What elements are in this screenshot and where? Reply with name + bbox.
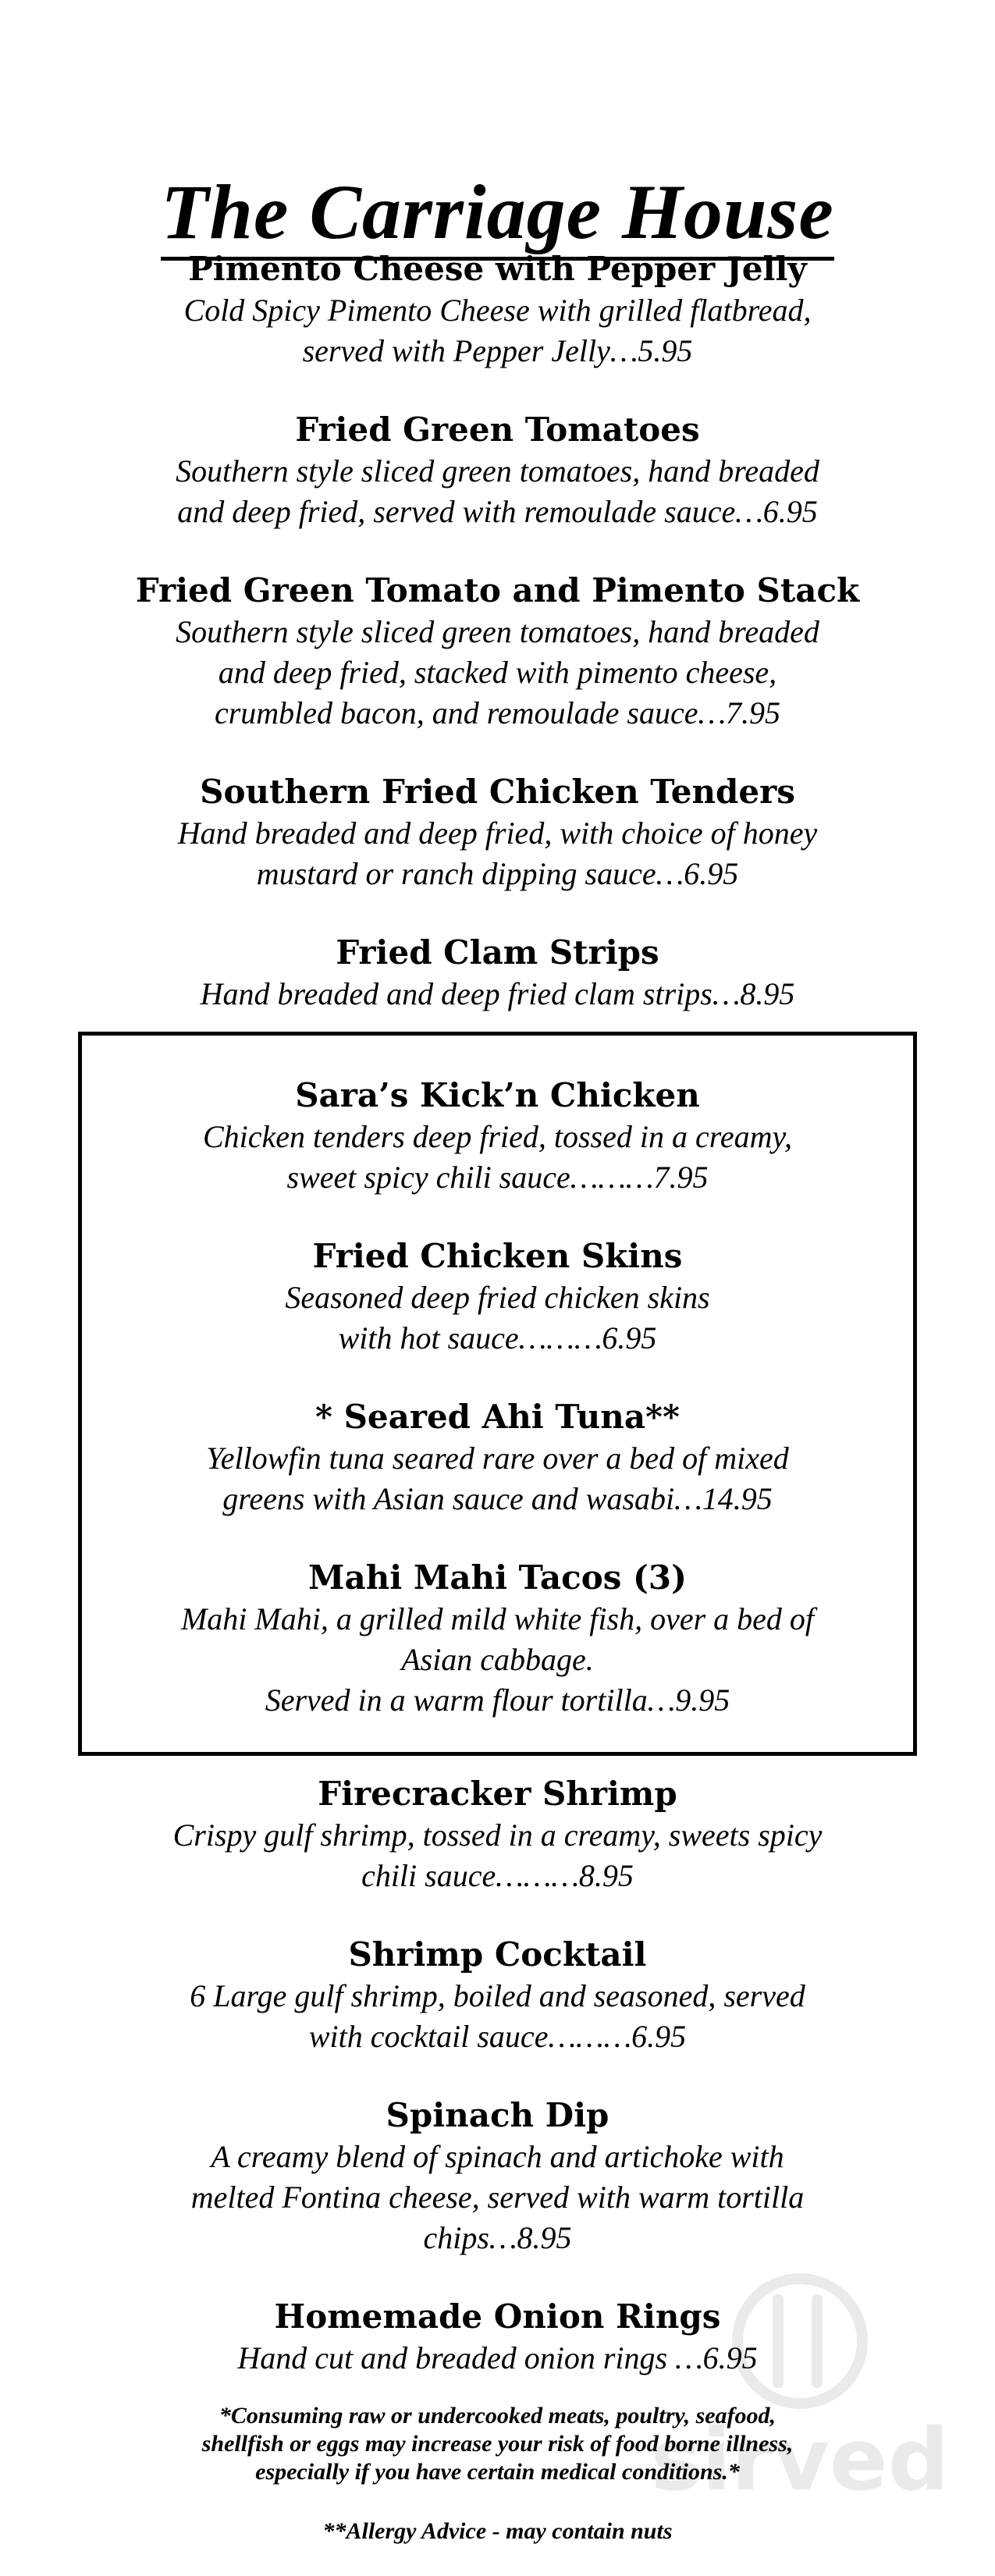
menu-item bbox=[62, 1934, 933, 2057]
spacer bbox=[113, 1519, 882, 1557]
menu-item-name: Homemade Onion Rings bbox=[274, 2297, 721, 2336]
spacer bbox=[62, 734, 933, 771]
menu-item-name: Spinach Dip bbox=[386, 2096, 609, 2134]
menu-item bbox=[113, 1235, 882, 1359]
warning-line: especially if you have certain medical conditions.* bbox=[255, 2459, 740, 2485]
spacer bbox=[113, 1359, 882, 1396]
spacer bbox=[62, 532, 933, 570]
menu-item-description: Asian cabbage. bbox=[401, 1642, 594, 1677]
menu-item-description: Hand breaded and deep fried clam strips…8.95 bbox=[200, 976, 795, 1011]
menu-item-description: Chicken tenders deep fried, tossed in a creamy, bbox=[203, 1119, 792, 1154]
menu-item-description: crumbled bacon, and remoulade sauce…7.95 bbox=[214, 695, 781, 730]
menu-item-description: and deep fried, stacked with pimento cheese, bbox=[218, 655, 777, 690]
menu-item-description: Hand breaded and deep fried, with choice of honey bbox=[177, 815, 818, 851]
menu-item bbox=[62, 932, 933, 1014]
menu-item-description: Cold Spicy Pimento Cheese with grilled flatbread, bbox=[183, 293, 812, 328]
menu-group-top bbox=[62, 248, 933, 1014]
menu-item-description: Yellowfin tuna seared rare over a bed of mixed bbox=[206, 1441, 789, 1476]
menu-item-name: Fried Clam Strips bbox=[336, 933, 659, 972]
menu-item-description: served with Pepper Jelly…5.95 bbox=[302, 333, 693, 368]
spacer bbox=[62, 371, 933, 409]
page-title bbox=[0, 169, 995, 261]
menu-item bbox=[113, 1396, 882, 1519]
menu-item-description: Southern style sliced green tomatoes, hand breaded bbox=[176, 614, 819, 649]
sirved-watermark bbox=[636, 2255, 964, 2513]
menu-item-name: * Seared Ahi Tuna** bbox=[314, 1398, 680, 1436]
menu-item-description: 6 Large gulf shrimp, boiled and seasoned, served bbox=[190, 1978, 805, 2013]
menu-item-description: Mahi Mahi, a grilled mild white fish, over a bed of bbox=[180, 1601, 815, 1636]
menu-item-name: Southern Fried Chicken Tenders bbox=[200, 773, 795, 811]
menu-item-description: Crispy gulf shrimp, tossed in a creamy, sweets spicy bbox=[172, 1817, 823, 1853]
menu-item-description: Southern style sliced green tomatoes, hand breaded bbox=[176, 453, 819, 489]
menu-item-description: melted Fontina cheese, served with warm tortilla bbox=[190, 2180, 805, 2215]
menu-item bbox=[113, 1075, 882, 1198]
menu-item-description: Hand cut and breaded onion rings …6.95 bbox=[237, 2340, 758, 2375]
menu-item-description: Served in a warm flour tortilla…9.95 bbox=[265, 1682, 730, 1718]
menu-item bbox=[62, 570, 933, 734]
restaurant-name: The Carriage House bbox=[161, 169, 833, 261]
allergy-advice: **Allergy Advice - may contain nuts bbox=[322, 2518, 673, 2544]
appetizer-menu bbox=[62, 248, 933, 2379]
menu-item-name: Mahi Mahi Tacos (3) bbox=[308, 1558, 687, 1597]
spacer bbox=[113, 1198, 882, 1235]
menu-item bbox=[62, 2095, 933, 2258]
spacer bbox=[62, 2057, 933, 2095]
menu-item bbox=[62, 248, 933, 371]
menu-item-description: greens with Asian sauce and wasabi…14.95 bbox=[222, 1481, 773, 1516]
menu-item-description: and deep fried, served with remoulade sauce…6.95 bbox=[177, 494, 818, 529]
warning-line: *Consuming raw or undercooked meats, poultry, seafood, bbox=[219, 2403, 776, 2429]
menu-item-description: chips…8.95 bbox=[423, 2220, 572, 2255]
menu-item bbox=[62, 409, 933, 532]
menu-item-description: with cocktail sauce………6.95 bbox=[308, 2019, 687, 2054]
menu-item-name: Sara’s Kick’n Chicken bbox=[295, 1076, 700, 1114]
watermark-text: sirved bbox=[650, 2410, 950, 2510]
menu-item bbox=[62, 771, 933, 894]
menu-item-description: Seasoned deep fried chicken skins bbox=[285, 1280, 710, 1315]
menu-item bbox=[62, 1773, 933, 1896]
spacer bbox=[62, 1896, 933, 1934]
menu-item-name: Shrimp Cocktail bbox=[348, 1935, 647, 1974]
spacer bbox=[62, 894, 933, 932]
menu-item-description: sweet spicy chili sauce………7.95 bbox=[286, 1160, 709, 1195]
menu-item-description: A creamy blend of spinach and artichoke with bbox=[211, 2139, 784, 2174]
menu-item-description: chili sauce………8.95 bbox=[361, 1858, 634, 1893]
menu-item-description: mustard or ranch dipping sauce…6.95 bbox=[256, 856, 739, 891]
menu-item-name: Fried Chicken Skins bbox=[312, 1237, 683, 1275]
warning-line: shellfish or eggs may increase your risk of food borne illness, bbox=[201, 2431, 794, 2457]
featured-items-box bbox=[78, 1032, 917, 1756]
menu-item bbox=[113, 1557, 882, 1721]
knife-fork-icon bbox=[737, 2279, 862, 2404]
menu-item-name: Fried Green Tomato and Pimento Stack bbox=[135, 571, 860, 609]
menu-item-name: Pimento Cheese with Pepper Jelly bbox=[188, 250, 807, 288]
menu-item-description: with hot sauce………6.95 bbox=[338, 1320, 657, 1356]
menu-item-name: Firecracker Shrimp bbox=[318, 1775, 677, 1813]
menu-item-name: Fried Green Tomatoes bbox=[295, 410, 700, 449]
